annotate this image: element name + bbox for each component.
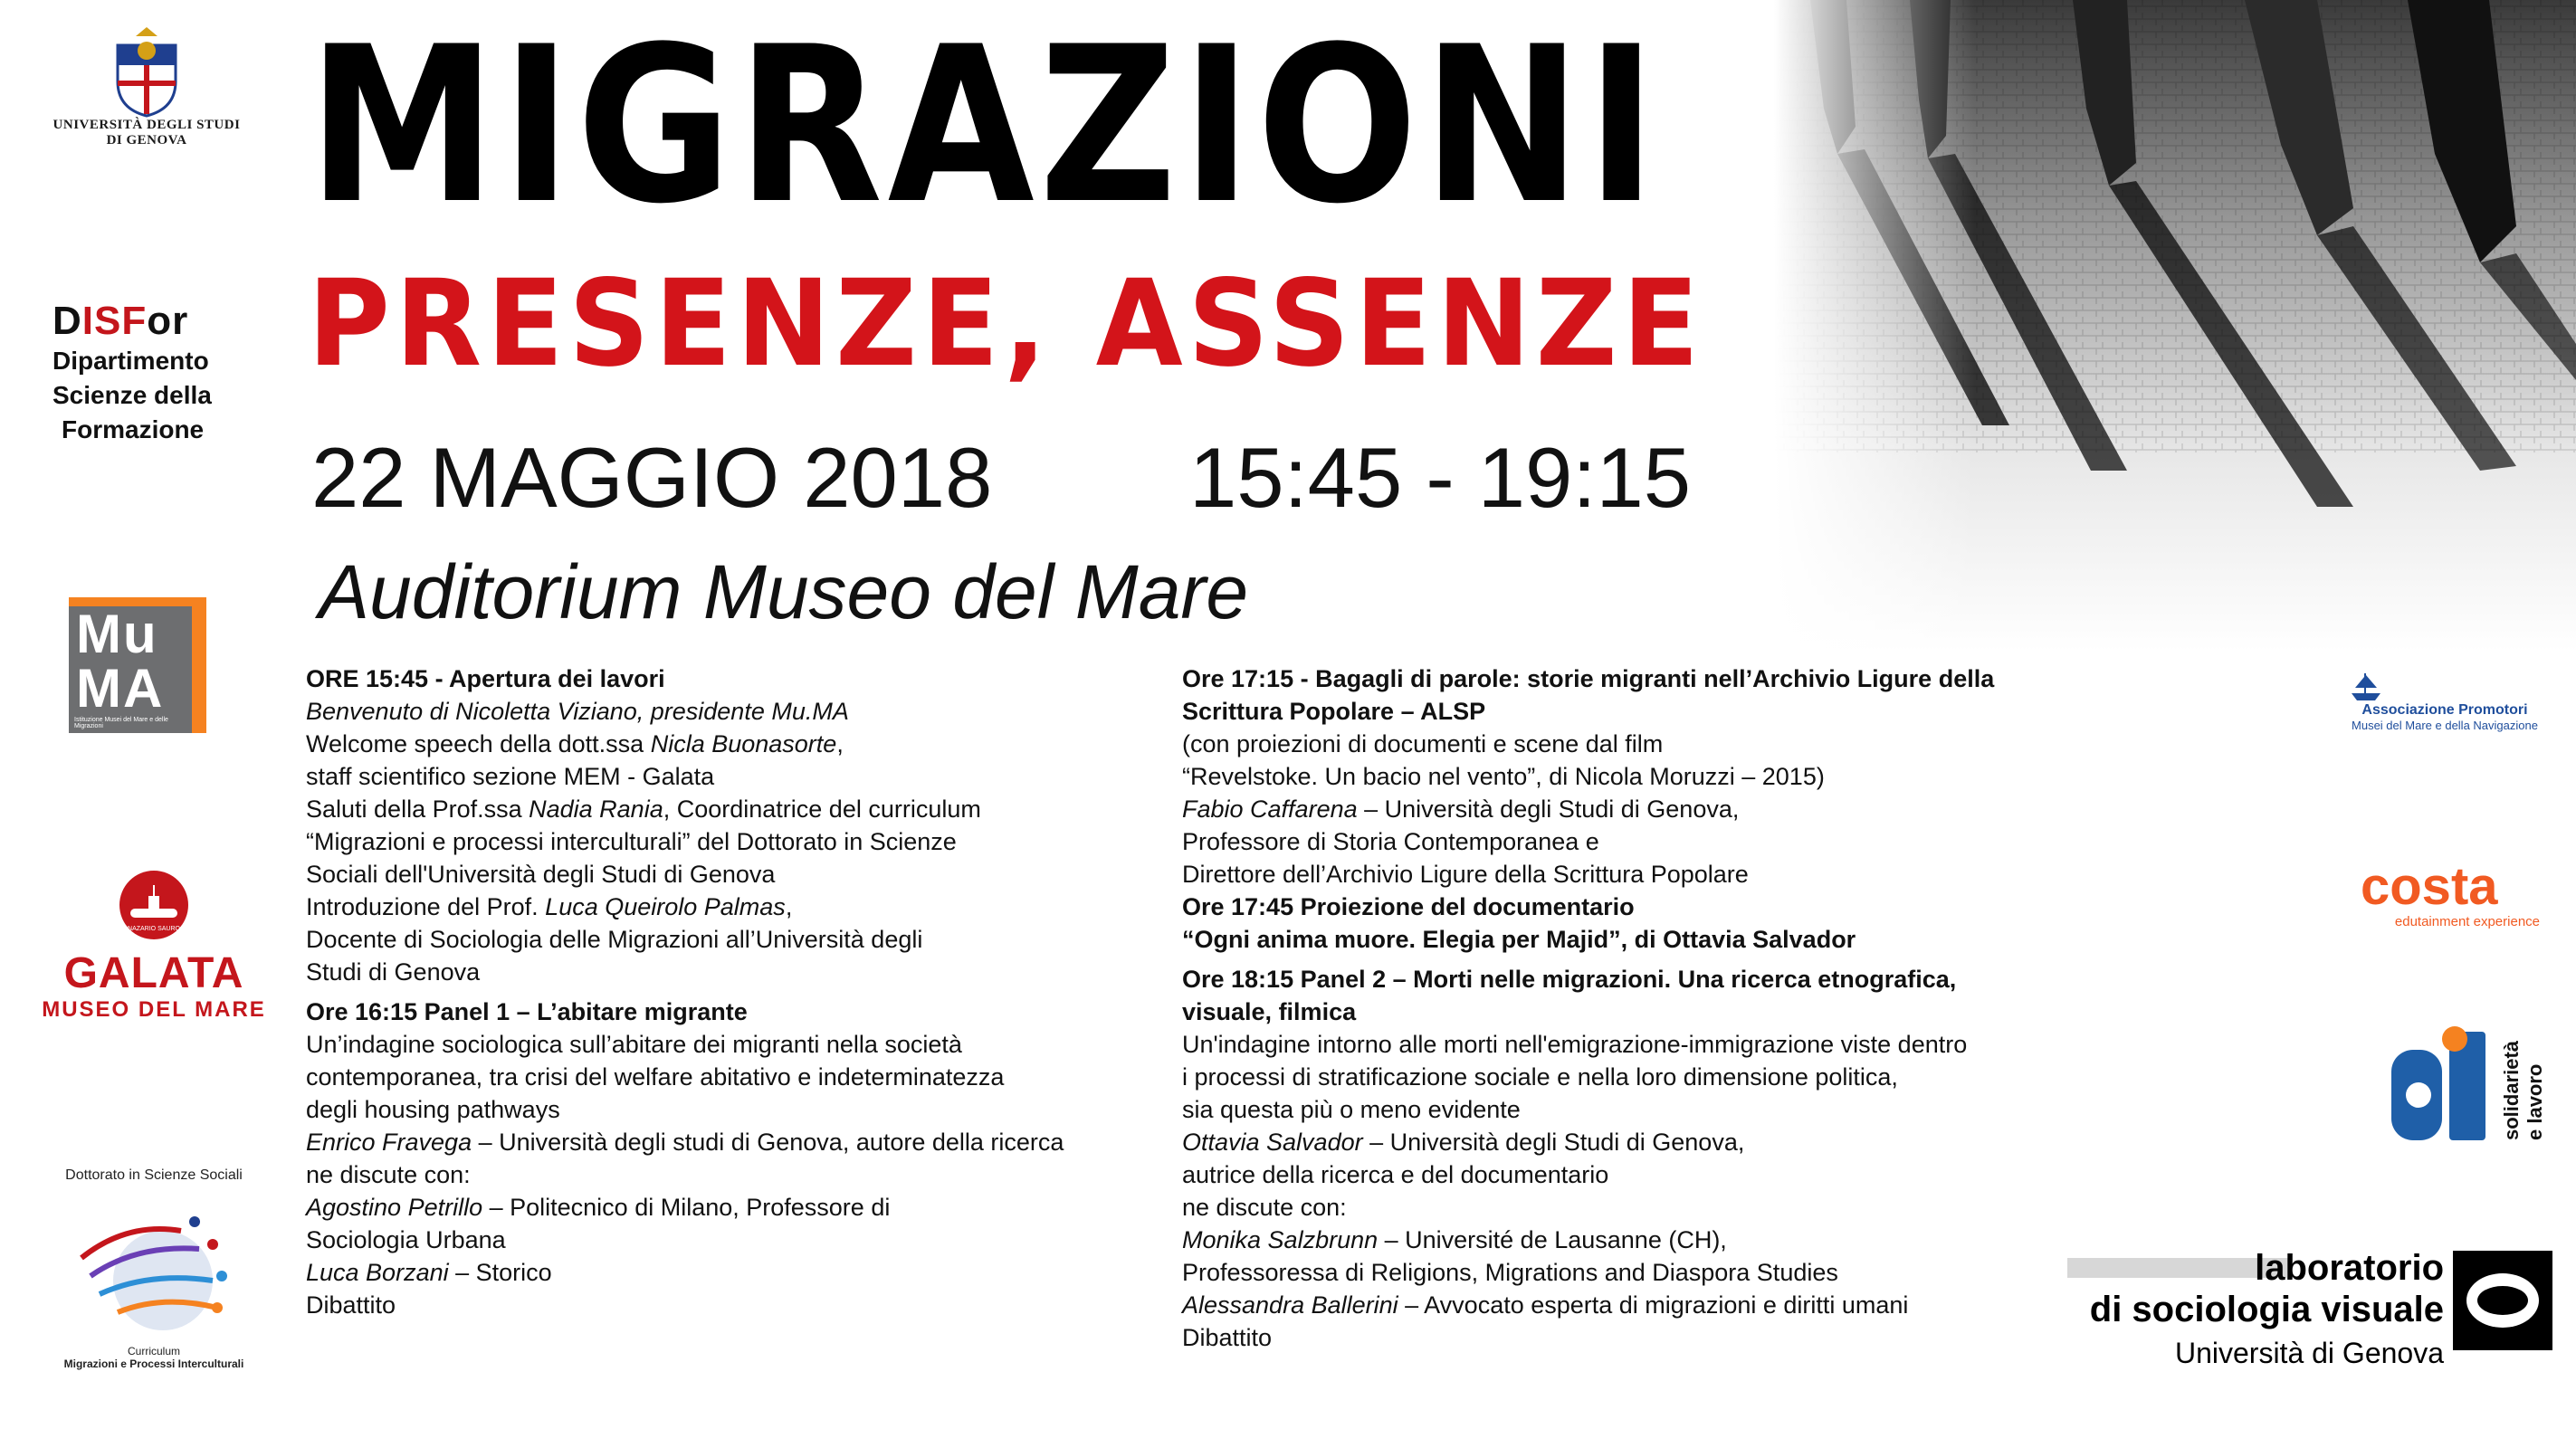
sl-text2: e lavoro [2524, 1063, 2546, 1140]
speaker-name: Ottavia Salvador [1182, 1129, 1363, 1156]
speaker-name: Monika Salzbrunn [1182, 1226, 1379, 1253]
university-shield-icon [110, 27, 183, 118]
galata-sub: MUSEO DEL MARE [42, 997, 266, 1022]
program-line [1182, 1126, 2132, 1158]
disfor-logo [52, 299, 261, 447]
program-right-column [1182, 662, 2132, 1354]
text: , Coordinatrice del curriculum [663, 795, 981, 823]
program-line: visuale, filmica [1182, 998, 1357, 1025]
program-line: Benvenuto di Nicoletta Viziano, presidente Mu.MA [306, 698, 849, 725]
speaker-name: Luca Queirolo Palmas [545, 893, 786, 920]
lab-line1: laboratorio [2255, 1248, 2444, 1288]
text: , [785, 893, 793, 920]
laboratorio-logo [2067, 1247, 2552, 1374]
speaker-name: Fabio Caffarena [1182, 795, 1358, 823]
program-line: i processi di stratificazione sociale e nella loro dimensione politica, [1182, 1063, 1898, 1091]
program-line: staff scientifico sezione MEM - Galata [306, 763, 715, 790]
program-line: (con proiezioni di documenti e scene dal film [1182, 730, 1664, 757]
event-time: 15:45 - 19:15 [1189, 430, 1691, 525]
program-line [306, 1126, 1175, 1158]
program-line: Direttore dell’Archivio Ligure della Scrittura Popolare [1182, 861, 1749, 888]
program-line: “Ogni anima muore. Elegia per Majid”, di Ottavia Salvador [1182, 926, 1856, 953]
event-title: MIGRAZIONI [308, 1, 1662, 252]
street-photo [1774, 0, 2576, 652]
disfor-mark-a: D [52, 299, 82, 343]
event-venue: Auditorium Museo del Mare [319, 549, 1249, 634]
event-date: 22 MAGGIO 2018 [311, 430, 993, 525]
disfor-line3: Formazione [62, 415, 205, 443]
muma-logo [69, 597, 206, 733]
unige-logo [47, 27, 246, 172]
program-line: Sociali dell'Università degli Studi di Genova [306, 861, 776, 888]
program-line: ORE 15:45 - Apertura dei lavori [306, 665, 665, 692]
text: – Politecnico di Milano, Professore di [482, 1194, 891, 1221]
program-line: contemporanea, tra crisi del welfare abitativo e indeterminatezza [306, 1063, 1005, 1091]
speaker-name: Agostino Petrillo [306, 1194, 483, 1221]
text: – Storico [448, 1259, 552, 1286]
eye-lens-icon [2453, 1251, 2552, 1350]
program-line: Professore di Storia Contemporanea e [1182, 828, 1599, 855]
disfor-mark-c: or [147, 299, 189, 343]
program-line [306, 1191, 1175, 1224]
speaker-name: Enrico Fravega [306, 1129, 472, 1156]
muma-tiny: Istituzione Musei del Mare e delle Migrazioni [74, 717, 168, 729]
galata-logo [36, 869, 272, 1023]
ship-icon [2348, 670, 2384, 702]
program-line: Ore 16:15 Panel 1 – L’abitare migrante [306, 998, 748, 1025]
program-line: degli housing pathways [306, 1096, 560, 1123]
lab-line2: di sociologia visuale [2089, 1290, 2444, 1329]
associazione-promotori-logo [2341, 670, 2549, 732]
program-line [1182, 1289, 2132, 1321]
program-line: Ore 17:45 Proiezione del documentario [1182, 893, 1635, 920]
disfor-line1: Dipartimento [52, 347, 209, 375]
program-line: Dibattito [306, 1291, 396, 1319]
text: Welcome speech della dott.ssa [306, 730, 651, 757]
program-line: “Revelstoke. Un bacio nel vento”, di Nicola Moruzzi – 2015) [1182, 763, 1825, 790]
unige-line1: UNIVERSITÀ DEGLI STUDI [52, 118, 241, 132]
lab-line3: Università di Genova [2174, 1337, 2444, 1369]
program-line [306, 793, 1175, 825]
program-line: Un’indagine sociologica sull’abitare dei migranti nella società [306, 1031, 962, 1058]
program-line: Ore 18:15 Panel 2 – Morti nelle migrazioni. Una ricerca etnografica, [1182, 966, 1957, 993]
muma-line2: MA [76, 658, 165, 719]
unige-line2: DI GENOVA [106, 133, 187, 148]
text: – Università degli Studi di Genova, [1357, 795, 1740, 823]
program-line [1182, 793, 2132, 825]
text: – Università degli studi di Genova, autore della ricerca [472, 1129, 1064, 1156]
solidarieta-lavoro-logo [2386, 1023, 2558, 1149]
program-left-column [306, 662, 1175, 1321]
text: Introduzione del Prof. [306, 893, 546, 920]
program-line [306, 891, 1175, 923]
program-line: Scrittura Popolare – ALSP [1182, 698, 1486, 725]
program-line [306, 728, 1175, 760]
program-line: “Migrazioni e processi interculturali” del Dottorato in Scienze [306, 828, 957, 855]
event-subtitle: PRESENZE, ASSENZE [308, 254, 1704, 394]
sl-mark-icon [2386, 1023, 2558, 1149]
program-line: Docente di Sociologia delle Migrazioni all’Università degli [306, 926, 923, 953]
associazione-line2: Musei del Mare e della Navigazione [2352, 719, 2538, 732]
text: , [836, 730, 844, 757]
speaker-name: Alessandra Ballerini [1182, 1291, 1398, 1319]
text: Saluti della Prof.ssa [306, 795, 530, 823]
disfor-mark [52, 299, 261, 344]
disfor-line2: Scienze della [52, 381, 212, 409]
costa-logo [2361, 857, 2542, 929]
associazione-line1: Associazione Promotori [2361, 702, 2528, 718]
svg-text:NAZARIO SAURO: NAZARIO SAURO [128, 926, 180, 932]
speaker-name: Luca Borzani [306, 1259, 449, 1286]
program-line: Sociologia Urbana [306, 1226, 506, 1253]
dottorato-curriculum: Curriculum [127, 1345, 180, 1358]
program-line: ne discute con: [306, 1161, 471, 1188]
sl-text1: solidarietà [2500, 1040, 2523, 1140]
program-line: ne discute con: [1182, 1194, 1347, 1221]
disfor-mark-b: ISF [81, 299, 148, 343]
dottorato-head: Dottorato in Scienze Sociali [65, 1167, 243, 1183]
costa-word: costa [2361, 857, 2498, 916]
program-line [1182, 1224, 2132, 1256]
dottorato-name: Migrazioni e Processi Interculturali [63, 1358, 244, 1370]
people-globe-icon [63, 1195, 244, 1339]
program-line: Studi di Genova [306, 958, 481, 986]
program-line: Dibattito [1182, 1324, 1273, 1351]
nazario-sauro-submarine-icon [118, 869, 190, 941]
galata-name: GALATA [63, 949, 244, 997]
program-line: sia questa più o meno evidente [1182, 1096, 1521, 1123]
costa-tagline: edutainment experience [2394, 914, 2540, 929]
program-line: Professoressa di Religions, Migrations and Diaspora Studies [1182, 1259, 1838, 1286]
text: – Avvocato esperta di migrazioni e diritti umani [1398, 1291, 1909, 1319]
program-line: autrice della ricerca e del documentario [1182, 1161, 1609, 1188]
text: – Università degli Studi di Genova, [1362, 1129, 1745, 1156]
text: – Université de Lausanne (CH), [1378, 1226, 1727, 1253]
program-line [306, 1256, 1175, 1289]
speaker-name: Nadia Rania [529, 795, 663, 823]
speaker-name: Nicla Buonasorte [650, 730, 837, 757]
program-line: Ore 17:15 - Bagagli di parole: storie migranti nell’Archivio Ligure della [1182, 665, 1995, 692]
dottorato-logo [36, 1167, 272, 1370]
program-line: Un'indagine intorno alle morti nell'emigrazione-immigrazione viste dentro [1182, 1031, 1968, 1058]
muma-line1: Mu [76, 604, 158, 664]
